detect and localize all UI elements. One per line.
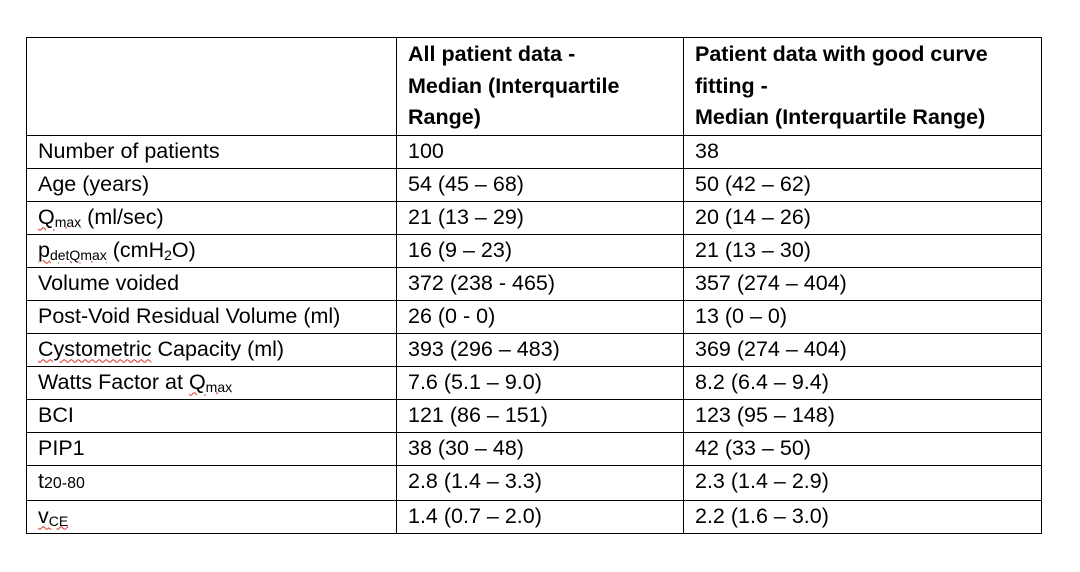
cell-all: 1.4 (0.7 – 2.0) bbox=[397, 500, 684, 533]
cell-all: 393 (296 – 483) bbox=[397, 333, 684, 366]
cell-good: 21 (13 – 30) bbox=[684, 234, 1042, 267]
label-rest: (ml/sec) bbox=[81, 204, 164, 229]
header-line: Median (Interquartile Range) bbox=[695, 105, 986, 129]
label-main: $Q_{max}$ bbox=[188, 369, 233, 395]
row-label-watts-factor bbox=[27, 366, 397, 399]
row-label-number-of-patients: Number of patients bbox=[27, 135, 397, 168]
label-sq: Cystometric bbox=[38, 336, 152, 361]
cell-good: 369 (274 – 404) bbox=[684, 333, 1042, 366]
table-row bbox=[27, 500, 1042, 533]
label-rest: Capacity (ml) bbox=[151, 336, 285, 361]
label-main: $Q_{max}$ bbox=[38, 204, 82, 230]
row-label-age: Age (years) bbox=[27, 168, 397, 201]
table-row bbox=[27, 234, 1042, 267]
header-line: Patient data with good curve bbox=[695, 42, 988, 66]
label-small: 20-80 bbox=[43, 474, 85, 492]
cell-good: 50 (42 – 62) bbox=[684, 168, 1042, 201]
cell-all: 121 (86 – 151) bbox=[397, 399, 684, 432]
row-label-volume-voided: Volume voided bbox=[27, 267, 397, 300]
row-label-qmax bbox=[27, 201, 397, 234]
cell-good: 20 (14 – 26) bbox=[684, 201, 1042, 234]
table-row bbox=[27, 465, 1042, 500]
row-label-t20-80 bbox=[27, 465, 397, 500]
results-table bbox=[26, 37, 1042, 534]
header-row bbox=[27, 38, 1042, 136]
label-sub2: 2 bbox=[164, 246, 172, 263]
header-line: fitting - bbox=[695, 73, 768, 98]
table-row bbox=[27, 300, 1042, 333]
header-line: Range) bbox=[408, 105, 481, 129]
label-rest2: O) bbox=[171, 237, 196, 262]
cell-all: 100 bbox=[397, 135, 684, 168]
cell-all: 372 (238 - 465) bbox=[397, 267, 684, 300]
cell-good: 2.2 (1.6 – 3.0) bbox=[684, 500, 1042, 533]
header-line: All patient data - bbox=[408, 42, 576, 66]
table-row bbox=[27, 399, 1042, 432]
table-row bbox=[27, 432, 1042, 465]
table-row bbox=[27, 333, 1042, 366]
cell-good: 42 (33 – 50) bbox=[684, 432, 1042, 465]
label-rest: (cmH bbox=[106, 237, 165, 262]
row-label-post-void-residual: Post-Void Residual Volume (ml) bbox=[27, 300, 397, 333]
cell-all: 54 (45 – 68) bbox=[397, 168, 684, 201]
cell-good: 2.3 (1.4 – 2.9) bbox=[684, 465, 1042, 500]
row-label-cystometric-capacity bbox=[27, 333, 397, 366]
cell-all: 38 (30 – 48) bbox=[397, 432, 684, 465]
cell-good: 13 (0 – 0) bbox=[684, 300, 1042, 333]
table-row bbox=[27, 366, 1042, 399]
row-label-pip1: PIP1 bbox=[27, 432, 397, 465]
cell-all: 26 (0 - 0) bbox=[397, 300, 684, 333]
table-row bbox=[27, 267, 1042, 300]
cell-good: 38 bbox=[684, 135, 1042, 168]
cell-all: 16 (9 – 23) bbox=[397, 234, 684, 267]
label-main: $p_{detQmax}$ bbox=[38, 237, 107, 263]
row-label-bci: BCI bbox=[27, 399, 397, 432]
table-row bbox=[27, 135, 1042, 168]
header-good-curve-fitting bbox=[684, 38, 1042, 136]
cell-all: 7.6 (5.1 – 9.0) bbox=[397, 366, 684, 399]
cell-good: 357 (274 – 404) bbox=[684, 267, 1042, 300]
label-rest: Watts Factor at bbox=[38, 369, 189, 394]
cell-good: 123 (95 – 148) bbox=[684, 399, 1042, 432]
header-all-patient-data bbox=[397, 38, 684, 136]
row-label-pdetqmax bbox=[27, 234, 397, 267]
header-empty-cell bbox=[27, 38, 397, 136]
label-main: t bbox=[38, 468, 44, 493]
cell-all: 21 (13 – 29) bbox=[397, 201, 684, 234]
cell-all: 2.8 (1.4 – 3.3) bbox=[397, 465, 684, 500]
header-line: Median (Interquartile bbox=[408, 73, 620, 98]
row-label-vce bbox=[27, 500, 397, 533]
label-main: $v_{CE}$ bbox=[38, 503, 69, 529]
table-row bbox=[27, 201, 1042, 234]
table-row bbox=[27, 168, 1042, 201]
cell-good: 8.2 (6.4 – 9.4) bbox=[684, 366, 1042, 399]
